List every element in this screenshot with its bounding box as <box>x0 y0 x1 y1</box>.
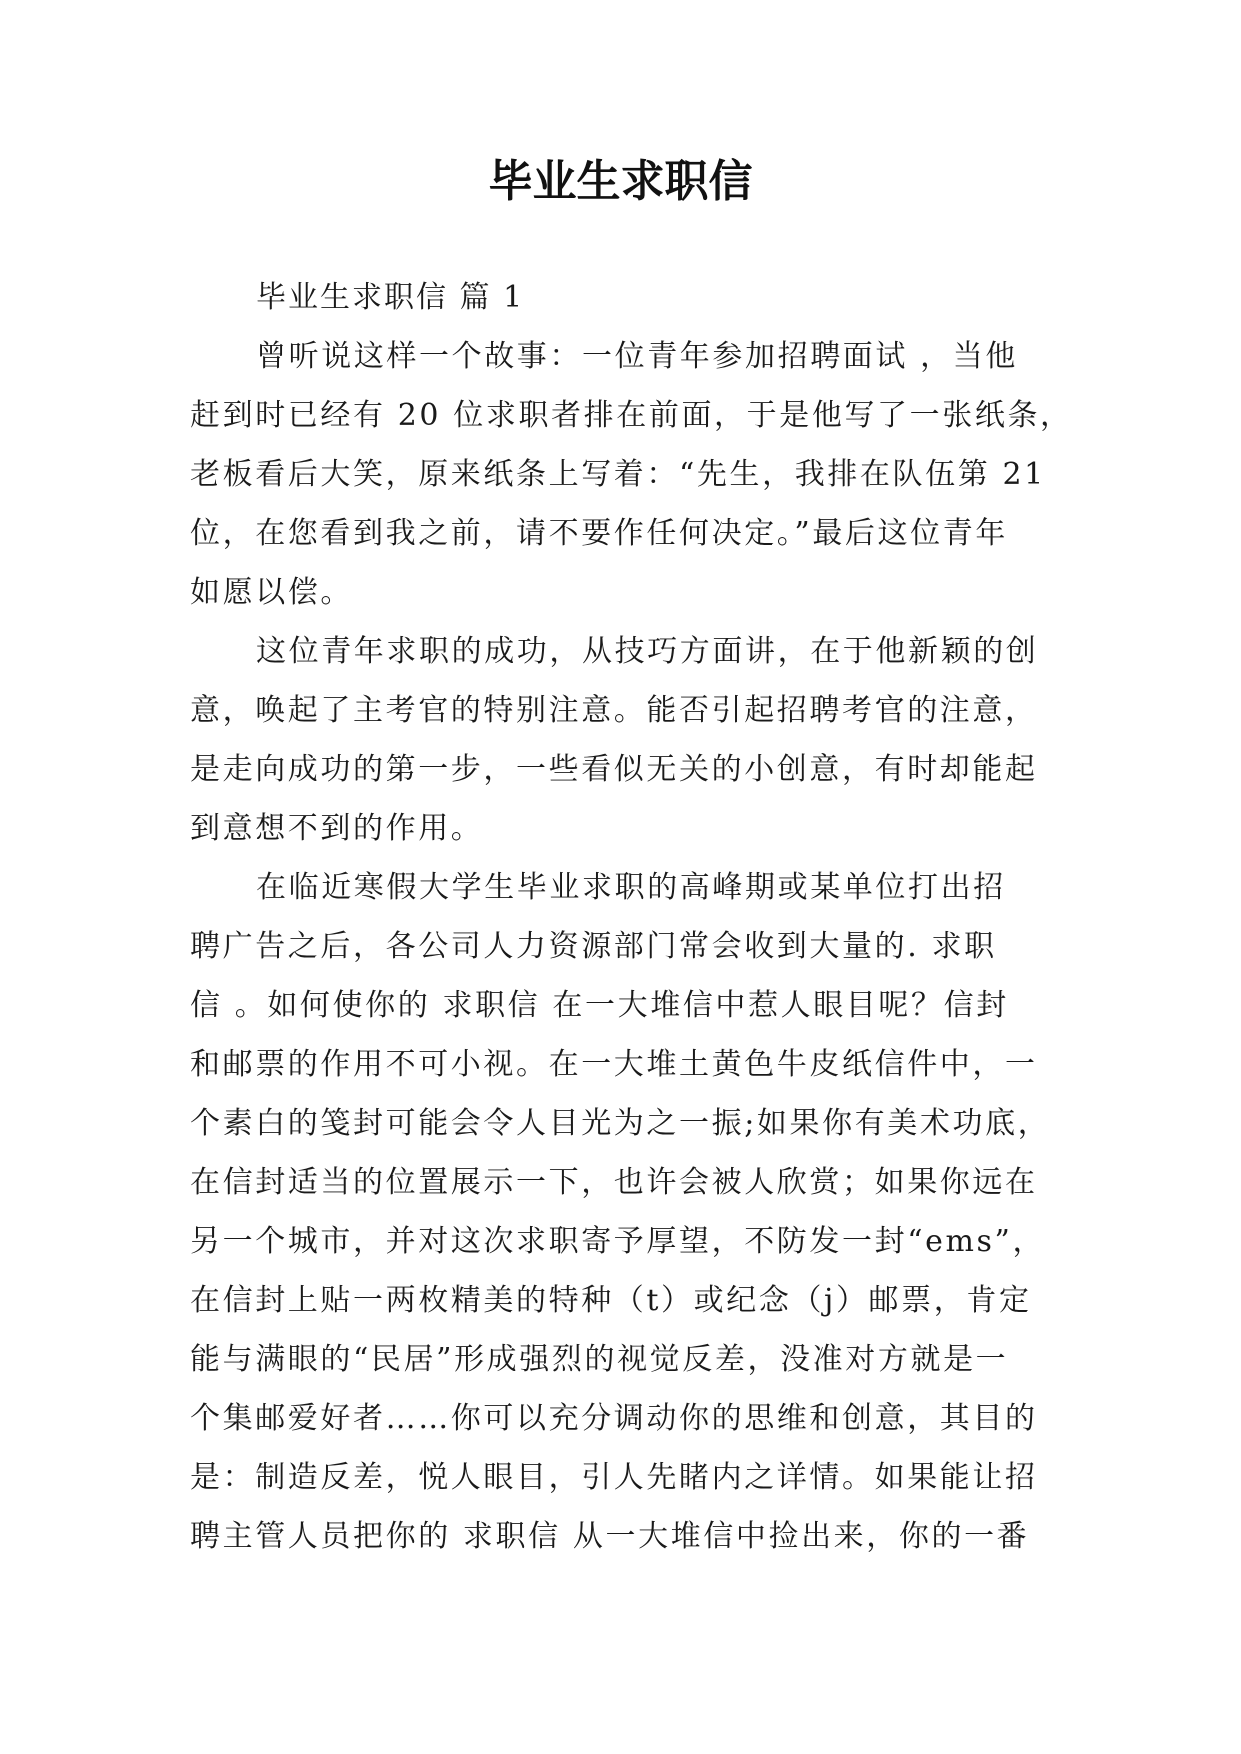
paragraph-line: 和邮票的作用不可小视。在一大堆土黄色牛皮纸信件中，一 <box>190 1047 1038 1082</box>
paragraph-line: 到意想不到的作用。 <box>190 811 484 846</box>
paragraph-line: 赶到时已经有 20 位求职者排在前面，于是他写了一张纸条， <box>190 398 1073 433</box>
paragraph-line: 另一个城市，并对这次求职寄予厚望，不防发一封“ems”， <box>190 1224 1046 1259</box>
paragraph-line: 意，唤起了主考官的特别注意。能否引起招聘考官的注意， <box>190 693 1038 728</box>
paragraph-line: 如愿以偿。 <box>190 575 353 610</box>
document-body <box>190 268 1073 1566</box>
paragraph-line: 这位青年求职的成功，从技巧方面讲，在于他新颖的创 <box>256 634 1039 669</box>
section-heading: 毕业生求职信 篇 1 <box>256 280 525 315</box>
paragraph-line: 在临近寒假大学生毕业求职的高峰期或某单位打出招 <box>256 870 1006 905</box>
paragraph-line: 曾听说这样一个故事：一位青年参加招聘面试 ，当他 <box>256 339 1018 374</box>
paragraph-line: 在信封适当的位置展示一下，也许会被人欣赏；如果你远在 <box>190 1165 1038 1200</box>
paragraph-line: 个素白的笺封可能会令人目光为之一振;如果你有美术功底， <box>190 1106 1051 1141</box>
paragraph-1 <box>190 327 1073 622</box>
paragraph-line: 能与满眼的“民居”形成强烈的视觉反差，没准对方就是一 <box>190 1342 1009 1377</box>
paragraph-line: 个集邮爱好者……你可以充分调动你的思维和创意，其目的 <box>190 1401 1038 1436</box>
paragraph-2 <box>190 622 1060 858</box>
paragraph-line: 位，在您看到我之前，请不要作任何决定。”最后这位青年 <box>190 516 1008 551</box>
paragraph-line: 是：制造反差，悦人眼目，引人先睹内之详情。如果能让招 <box>190 1460 1038 1495</box>
paragraph-3 <box>190 858 1060 1566</box>
paragraph-line: 聘主管人员把你的 求职信 从一大堆信中捡出来，你的一番 <box>190 1519 1030 1554</box>
paragraph-line: 信 。如何使你的 求职信 在一大堆信中惹人眼目呢？信封 <box>190 988 1009 1023</box>
paragraph-line: 在信封上贴一两枚精美的特种（t）或纪念（j）邮票，肯定 <box>190 1283 1032 1318</box>
document-title: 毕业生求职信 <box>488 156 753 207</box>
paragraph-line: 是走向成功的第一步，一些看似无关的小创意，有时却能起 <box>190 752 1038 787</box>
paragraph-line: 聘广告之后，各公司人力资源部门常会收到大量的. 求职 <box>190 929 997 964</box>
paragraph-line: 老板看后大笑，原来纸条上写着：“先生，我排在队伍第 21 <box>190 457 1046 492</box>
